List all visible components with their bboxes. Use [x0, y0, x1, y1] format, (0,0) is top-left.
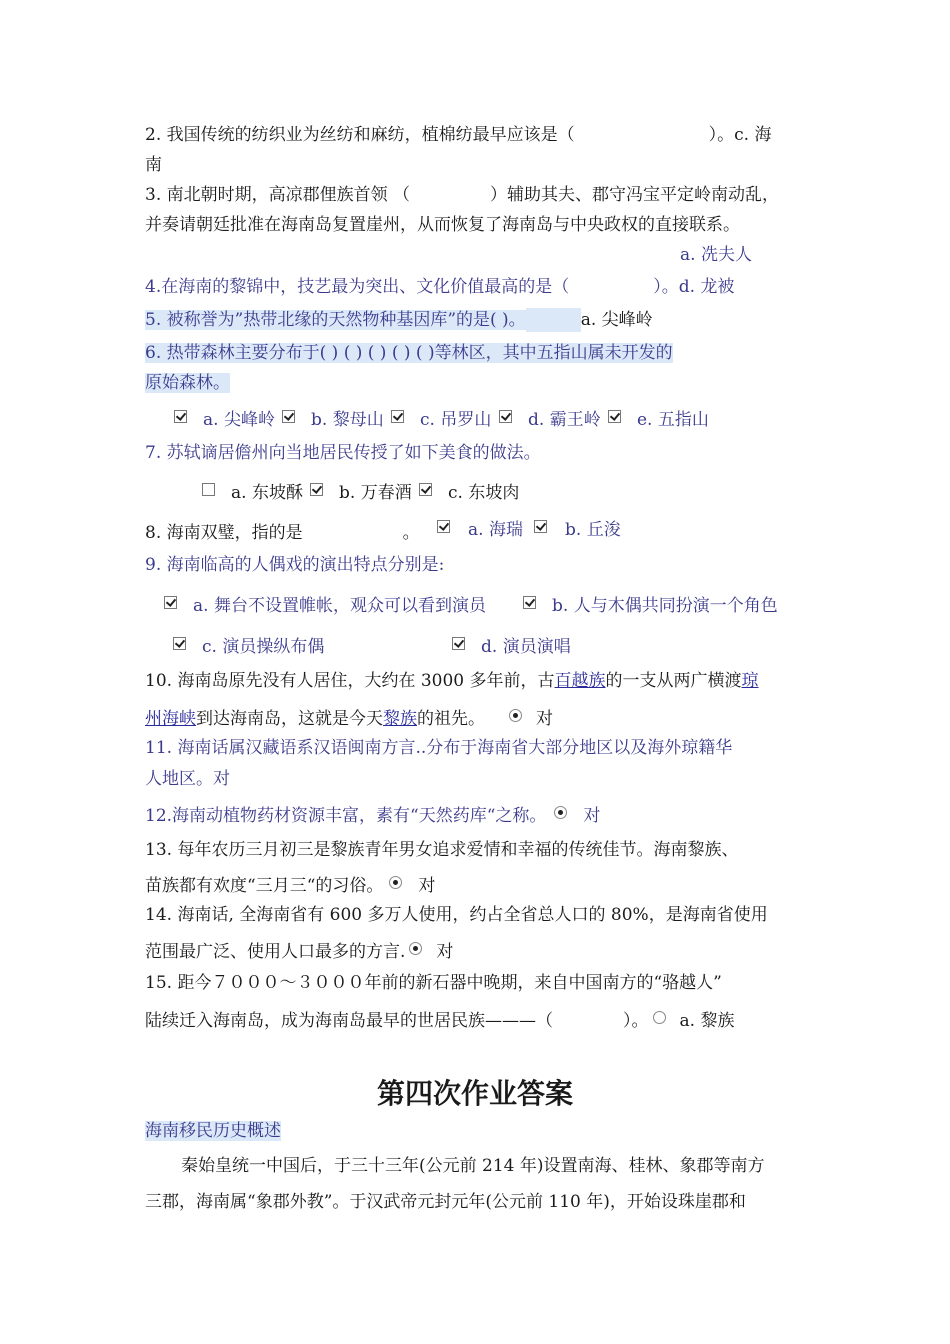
q6-option-e[interactable]: e. 五指山 — [608, 408, 709, 432]
radio-icon[interactable] — [389, 876, 402, 889]
checkbox-icon[interactable] — [310, 483, 323, 496]
q13-line2: 苗族都有欢度“三月三“的习俗。 对 — [145, 876, 436, 896]
checkbox-icon[interactable] — [391, 410, 404, 423]
q6-line1: 6. 热带森林主要分布于( ) ( ) ( ) ( ) ( )等林区，其中五指山属未开发的 — [145, 343, 673, 363]
checkbox-icon[interactable] — [437, 520, 450, 533]
link-qiongzhou-strait[interactable]: 琼 — [741, 671, 759, 691]
checkbox-icon[interactable] — [452, 637, 465, 650]
link-baiyue[interactable]: 百越族 — [554, 671, 606, 691]
q2-line2: 南 — [145, 155, 162, 175]
q7-option-b[interactable]: b. 万春酒 — [310, 481, 412, 505]
checkbox-icon[interactable] — [173, 637, 186, 650]
checkbox-icon[interactable] — [499, 410, 512, 423]
radio-icon[interactable] — [554, 806, 567, 819]
radio-icon[interactable] — [509, 709, 522, 722]
q11-line1: 11. 海南话属汉藏语系汉语闽南方言..分布于海南省大部分地区以及海外琼籍华 — [145, 738, 733, 758]
q7-option-a[interactable]: a. 东坡酥 — [202, 481, 303, 505]
q6-line2: 原始森林。 — [145, 373, 230, 393]
q3-line1: 3. 南北朝时期，高凉郡俚族首领 （ ）辅助其夫、郡守冯宝平定岭南动乱， — [145, 185, 780, 205]
q9-line: 9. 海南临高的人偶戏的演出特点分别是: — [145, 555, 445, 575]
q7-option-c[interactable]: c. 东坡肉 — [419, 481, 519, 505]
checkbox-icon[interactable] — [534, 520, 547, 533]
q8-line: 8. 海南双璧，指的是 。 — [145, 523, 420, 543]
q10-line2: 州海峡到达海南岛，这就是今天黎族的祖先。 对 — [145, 709, 553, 729]
checkbox-icon[interactable] — [174, 410, 187, 423]
body-line2: 三郡，海南属“象郡外教”。于汉武帝元封元年(公元前 110 年)，开始设珠崖郡和 — [145, 1192, 746, 1212]
q13-line1: 13. 每年农历三月初三是黎族青年男女追求爱情和幸福的传统佳节。海南黎族、 — [145, 840, 739, 860]
section-title: 第四次作业答案 — [376, 1077, 573, 1110]
q4-line: 4.在海南的黎锦中，技艺最为突出、文化价值最高的是（ ）。d. 龙被 — [145, 277, 735, 297]
q3-line2: 并奏请朝廷批准在海南岛复置崖州，从而恢复了海南岛与中央政权的直接联系。 — [145, 215, 740, 235]
q5-line: 5. 被称誉为”热带北缘的天然物种基因库”的是( )。 a. 尖峰岭 — [145, 310, 653, 330]
q6-option-c[interactable]: c. 吊罗山 — [391, 408, 491, 432]
checkbox-icon[interactable] — [282, 410, 295, 423]
q10-line1: 10. 海南岛原先没有人居住，大约在 3000 多年前，古百越族的一支从两广横渡琼 — [145, 671, 759, 691]
checkbox-icon[interactable] — [164, 596, 177, 609]
body-line1: 秦始皇统一中国后，于三十三年(公元前 214 年)设置南海、桂林、象郡等南方 — [181, 1156, 765, 1176]
q15-line2: 陆续迁入海南岛，成为海南岛最早的世居民族———（ ）。 a. 黎族 — [145, 1011, 735, 1031]
q12-line: 12.海南动植物药材资源丰富，素有“天然药库“之称。 对 — [145, 806, 601, 826]
radio-icon[interactable] — [409, 942, 422, 955]
checkbox-icon[interactable] — [202, 483, 215, 496]
q9-option-d[interactable]: d. 演员演唱 — [452, 635, 571, 659]
q9-option-a[interactable]: a. 舞台不设置帷帐，观众可以看到演员 — [164, 594, 486, 618]
q6-option-a[interactable]: a. 尖峰岭 — [174, 408, 275, 432]
radio-icon[interactable] — [653, 1011, 666, 1024]
link-li-people[interactable]: 黎族 — [383, 709, 417, 729]
q3-answer: a. 冼夫人 — [680, 245, 752, 265]
q6-option-b[interactable]: b. 黎母山 — [282, 408, 384, 432]
link-qiongzhou-strait-2[interactable]: 州海峡 — [145, 709, 196, 729]
q7-line: 7. 苏轼谪居儋州向当地居民传授了如下美食的做法。 — [145, 443, 541, 463]
q2-line1: 2. 我国传统的纺织业为丝纺和麻纺，植棉纺最早应该是（ ）。c. 海 — [145, 125, 772, 145]
sub-title: 海南移民历史概述 — [145, 1121, 281, 1141]
q14-line1: 14. 海南话, 全海南省有 600 多万人使用，约占全省总人口的 80%，是海南省使用 — [145, 905, 768, 925]
q9-option-c[interactable]: c. 演员操纵布偶 — [173, 635, 324, 659]
q14-line2: 范围最广泛、使用人口最多的方言. 对 — [145, 942, 454, 962]
q15-line1: 15. 距今７０００～３０００年前的新石器中晚期，来自中国南方的“骆越人” — [145, 973, 722, 993]
q6-option-d[interactable]: d. 霸王岭 — [499, 408, 601, 432]
q11-line2: 人地区。对 — [145, 769, 230, 789]
checkbox-icon[interactable] — [608, 410, 621, 423]
checkbox-icon[interactable] — [419, 483, 432, 496]
q8-option-a[interactable]: a. 海瑞 — [437, 518, 523, 542]
q9-option-b[interactable]: b. 人与木偶共同扮演一个角色 — [523, 594, 778, 618]
checkbox-icon[interactable] — [523, 596, 536, 609]
q8-option-b[interactable]: b. 丘浚 — [534, 518, 621, 542]
